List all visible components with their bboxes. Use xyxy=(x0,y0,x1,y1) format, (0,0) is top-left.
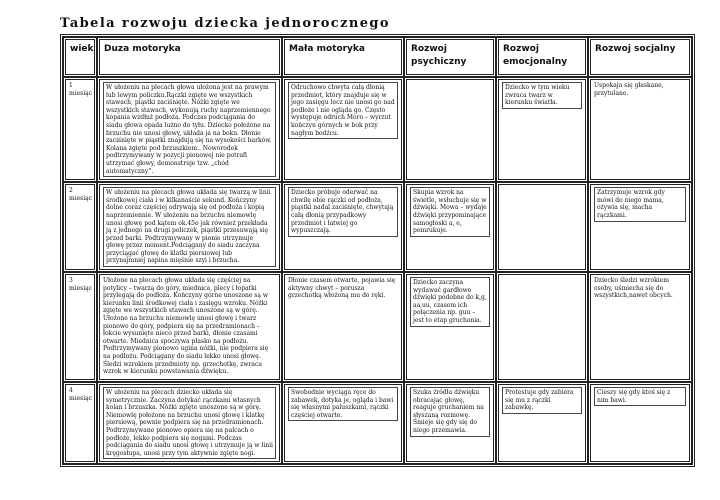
header-emotional: Rozwoj emocjonalny xyxy=(496,37,588,77)
gross-motor-text: W ułożeniu na plecach głowa układa się twarzą w linii środkowej ciała i w kilkanaście sekund. Kończyny dolne coraz częściej odrywają się od podłoża i kopią naprzemiennie. W ułożeniu na brzuchu niemowlę unosi głowę pod kątem ok.45o jak również przekłada ją z jednego na drugi policzek, piąstki przesuwają się przed barki. Podtrzymywany w pionie utrzymuje głowę przez moment.Podciągany do siadu zaczyna przyciągać głowę do klatki piersiowej lub przynajmniej napina mięśnie szyi i brzucha. xyxy=(103,187,276,267)
social-text: Zatrzymuje wzrok gdy mówi do niego mama, ożywia się, macha rączkami. xyxy=(594,187,686,221)
psych-cell xyxy=(404,272,496,382)
header-age: wiek xyxy=(63,37,97,77)
table-row xyxy=(63,77,692,182)
psych-cell xyxy=(404,182,496,272)
development-table xyxy=(60,34,695,467)
table-row xyxy=(63,272,692,382)
gross-motor-text: W ułożeniu na plecach głowa ułożona jest na prawym lub lewym policzku.Rączki zgięte we wszystkich stawach, piąstki zaciśnięte. Nóżki zgięte we wszystkich stawach, wykonują ruchy naprzemiennego kopania wzdłuż podłoża. Podczas podciągania do siadu głowa opada lużno do tyłu. Dziecko położone na brzuchu nie unosi głowy, układa ja na boku. Dłonie zaciśnięte w piąstki znajdują się na wysokości barków. Kolana zgięte pod brzuszkiem.. Noworodek podtrzymywany w pozycji pionowej nie potrafi utrzymać głowy, demonstruje tzw. „chód automatyczny”. xyxy=(103,82,276,177)
table-row xyxy=(63,382,692,464)
emotional-text: Dziecko w tym wieku zwraca twarz w kierunku światła. xyxy=(502,82,582,109)
emotional-cell xyxy=(496,382,588,464)
psych-text: Skupia wzrok na świetle, wsłuchuje się w dźwięki. Mowa – wydaje dźwięki przypominające samogłoski a, e, pomrukuje. xyxy=(410,187,490,237)
header-gross-motor: Duza motoryka xyxy=(97,37,282,77)
gross-motor-cell xyxy=(97,182,282,272)
page-title: Tabela rozwoju dziecka jednorocznego xyxy=(60,16,390,31)
table-row xyxy=(63,182,692,272)
social-cell xyxy=(588,382,692,464)
emotional-cell xyxy=(496,182,588,272)
header-social: Rozwoj socjalny xyxy=(588,37,692,77)
social-text: Cieszy się gdy ktoś się z nim bawi. xyxy=(594,387,686,406)
emotional-text: Protestuje gdy zabiera się mu z rączki zabawkę. xyxy=(502,387,582,414)
age-cell: 2 miesiąc xyxy=(63,182,97,272)
gross-motor-cell: Ułożone na plecach głowa układa się częściej na potylicy – twarzą do góry, miednica, plecy i łopatki przylegają do podłoża. Kończyny górne unoszone są w kierunku linii środkowej ciała i zasięgu wzroku. Nóżki zgięte we wszystkich stawach unoszone są w górę. Ułożone na brzuchu niemowlę unosi głowę i twarz pionowo do góry, podpiera się na przedramionach – łokcie wysunięte nieco przed barki, dłonie czasami otwarte. Miednica spoczywa płasko na podłożu. Podtrzymywany pionowo ugina nóżki, nie podpiera się na podłożu. Podciągany do siadu lekko unosi głowę. Śledzi wzrokiem przedmioty np. grzechotkę, zwraca wzrok w kierunku powstawania dźwięku. xyxy=(97,272,282,382)
fine-motor-text: Dziecko próbuje oderwać na chwilę obie rączki od podłoża, piąstki nadal zaciśnięte, chwytają całą dłonią przypadkowy przedmiot i łatwiej go wypuszczają. xyxy=(288,187,398,237)
fine-motor-text: Swobodnie wyciąga ręce do zabawek, dotyka je, ogląda i bawi się własnymi paluszkami, rączki częściej otwarte. xyxy=(288,387,398,421)
header-fine-motor: Mała motoryka xyxy=(282,37,404,77)
social-cell: Dziecko śledzi wzrokiem osoby, uśmiecha się do wszystkich,nawet obcych. xyxy=(588,272,692,382)
gross-motor-text: W ułożeniu na plecach dziecko układa się symetrycznie. Zaczyna dotykać rączkami własnych kolan i brzuszka. Nóżki zgięte unoszone są w górę. Niemowlę położone na brzuchu unosi głowę i klatkę piersiową, pewnie podpiera się na przedramionach. Podtrzymywane pionowo opiera się na palcach o podłoże, lekko podpiera się nogami. Podczas podciągania do siadu unosi głowę i utrzymuje ją w linii kręgosłupa, unosi przy tym aktywnie zgięte nogi. xyxy=(103,387,276,459)
emotional-cell xyxy=(496,272,588,382)
psych-text: Szuka źródła dźwięku obracając głowę, reaguje gruchaniem na słyszaną rozmowę. Śmieje się gdy się do niego przemawia. xyxy=(410,387,490,437)
header-row xyxy=(63,37,692,77)
fine-motor-text: Odruchowo chwyta całą dłonią przedmiot, który znajduje się w jego zasięgu lecz nie unosi go nad podłoże i nie ogląda go. Często występuje odruch Moro – wyrzut kończyn górnych w bok przy nagłym bodźcu. xyxy=(288,82,398,139)
age-cell: 3 miesiąc xyxy=(63,272,97,382)
emotional-cell xyxy=(496,77,588,182)
gross-motor-cell xyxy=(97,382,282,464)
psych-cell xyxy=(404,77,496,182)
fine-motor-cell xyxy=(282,77,404,182)
age-cell: 1 miesiąc xyxy=(63,77,97,182)
psych-text: Dziecko zaczyna wydawać gardłowe dźwięki podobne do k,g, aa,uu, czasem ich połączenia np. guu – jest to etap gruchania. xyxy=(410,277,490,327)
age-cell: 4 miesiąc xyxy=(63,382,97,464)
psych-cell xyxy=(404,382,496,464)
fine-motor-cell: Dłonie czasem otwarte, pojawia się aktywny chwyt – porusza grzechotką włożoną mu do ręki. xyxy=(282,272,404,382)
social-cell xyxy=(588,182,692,272)
header-psychological: Rozwoj psychiczny xyxy=(404,37,496,77)
fine-motor-cell xyxy=(282,182,404,272)
gross-motor-cell xyxy=(97,77,282,182)
social-cell: Uspokaja się głaskane, przytulane. xyxy=(588,77,692,182)
fine-motor-cell xyxy=(282,382,404,464)
